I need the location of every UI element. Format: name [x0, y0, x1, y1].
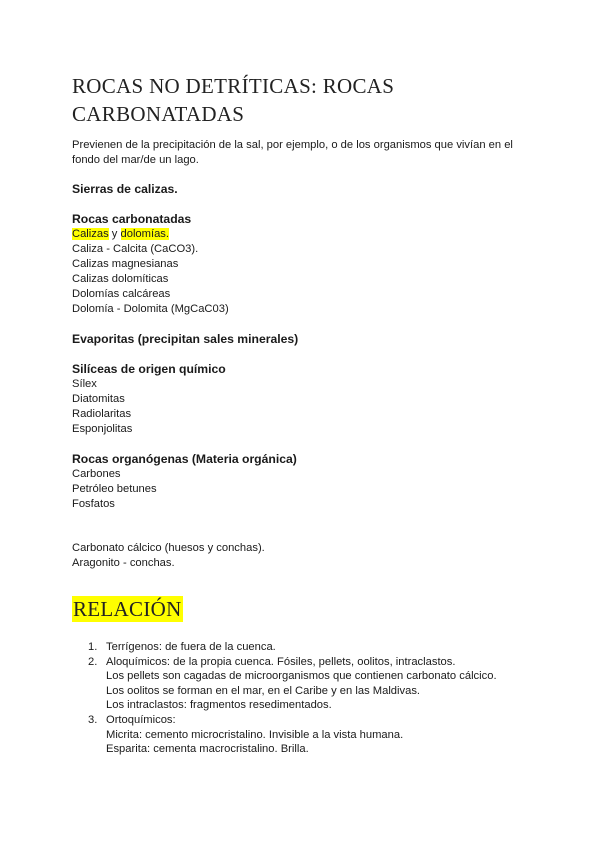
sub-line: Los pellets son cagadas de microorganismos que contienen carbonato cálcico.	[106, 670, 497, 683]
item-text: Ortoquímicos:	[106, 713, 176, 726]
intro-paragraph	[72, 138, 532, 168]
title-line-2: CARBONATADAS	[72, 102, 245, 126]
heading-sierras: Sierras de calizas.	[72, 182, 178, 196]
sub-line: Esparita: cementa macrocristalino. Brilla.	[106, 743, 309, 756]
highlight-joiner: y	[108, 228, 121, 240]
list-item: Diatomitas	[72, 393, 125, 405]
relacion-list	[72, 640, 532, 757]
list-item: Esponjolitas	[72, 423, 133, 435]
intro-line-1: Previenen de la precipitación de la sal, por ejemplo, o de los organismos que vivían en el	[72, 139, 513, 151]
item-number: 1.	[88, 641, 98, 653]
document-title	[72, 72, 532, 128]
item-number: 2.	[88, 655, 98, 668]
heading-relacion: RELACIÓN	[73, 597, 182, 621]
list-item: Calizas magnesianas	[72, 258, 179, 270]
heading-siliceas: Silíceas de origen químico	[72, 362, 226, 376]
list-item: Fosfatos	[72, 498, 115, 510]
heading-evaporitas: Evaporitas (precipitan sales minerales)	[72, 332, 299, 346]
item-text: Aloquímicos: de la propia cuenca. Fósiles, pellets, oolitos, intraclastos.	[106, 655, 456, 668]
highlighted-line	[72, 227, 169, 242]
highlight-calizas: Calizas	[72, 228, 109, 240]
list-item: Dolomías calcáreas	[72, 288, 171, 300]
list-item: Dolomía - Dolomita (MgCaC03)	[72, 303, 229, 315]
numbered-item-3	[72, 713, 532, 757]
item-text: Terrígenos: de fuera de la cuenca.	[106, 641, 276, 653]
list-item: Radiolaritas	[72, 408, 132, 420]
item-number: 3.	[88, 713, 98, 726]
numbered-item-2	[72, 655, 532, 713]
sub-line: Los oolitos se forman en el mar, en el Caribe y en las Maldivas.	[106, 684, 421, 697]
sub-line: Los intraclastos: fragmentos resedimentados.	[106, 699, 332, 712]
title-line-1: ROCAS NO DETRÍTICAS: ROCAS	[72, 74, 395, 98]
heading-organogenas: Rocas organógenas (Materia orgánica)	[72, 452, 297, 466]
note-line: Aragonito - conchas.	[72, 557, 175, 569]
intro-line-2: fondo del mar/de un lago.	[72, 154, 199, 166]
list-item: Sílex	[72, 378, 97, 390]
sub-line: Micrita: cemento microcristalino. Invisible a la vista humana.	[106, 728, 404, 741]
list-item: Carbones	[72, 468, 121, 480]
highlight-dolomias: dolomías.	[120, 228, 170, 240]
list-item: Petróleo betunes	[72, 483, 157, 495]
numbered-item-1	[72, 640, 532, 655]
list-item: Caliza - Calcita (CaCO3).	[72, 243, 199, 255]
heading-rocas-carbonatadas: Rocas carbonatadas	[72, 212, 192, 226]
list-item: Calizas dolomíticas	[72, 273, 169, 285]
note-line: Carbonato cálcico (huesos y conchas).	[72, 542, 265, 554]
